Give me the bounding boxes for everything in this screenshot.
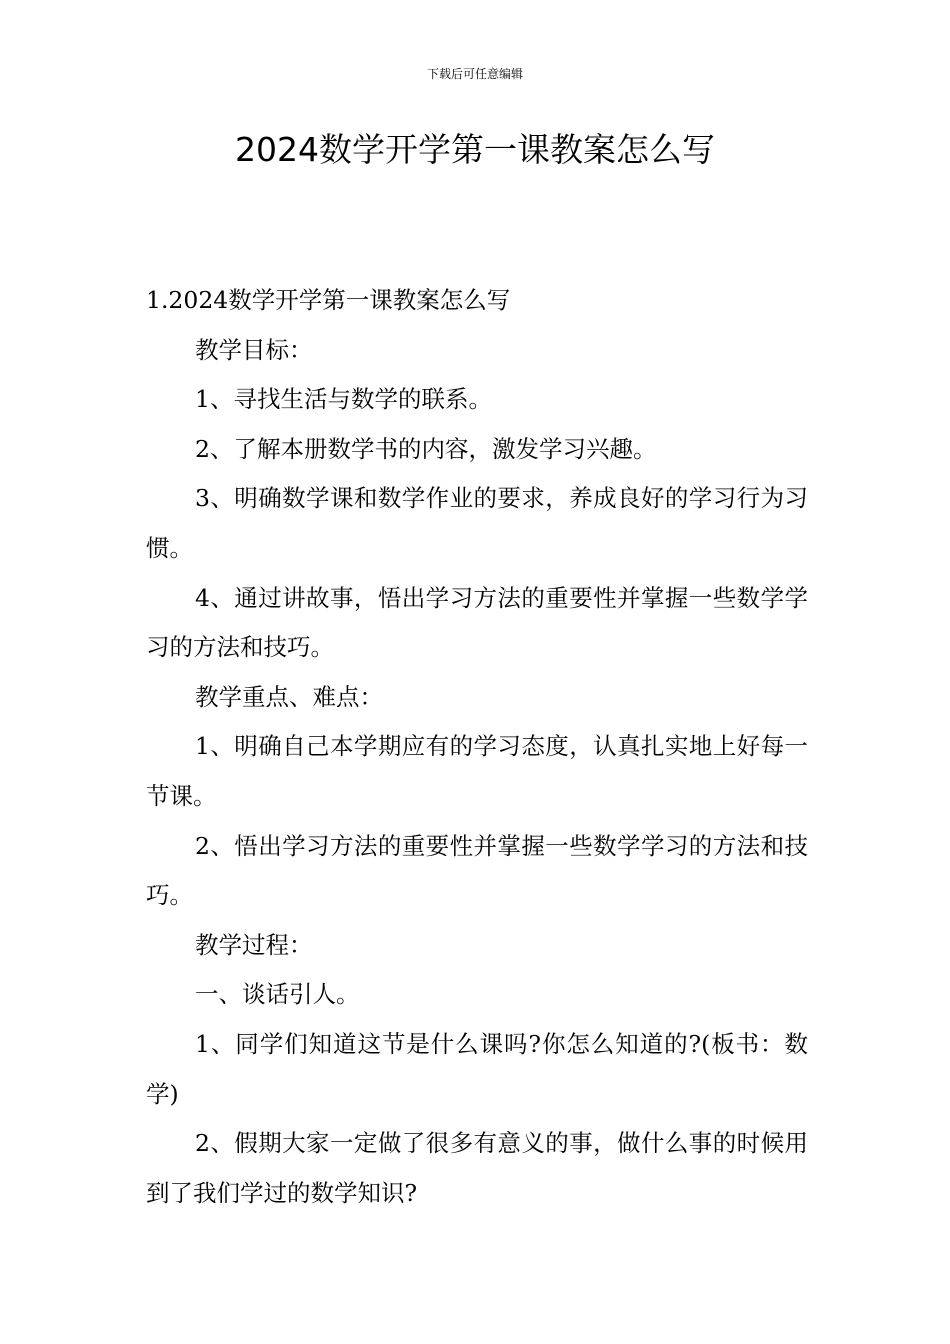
paragraph-goal-4: 4、通过讲故事，悟出学习方法的重要性并掌握一些数学学习的方法和技巧。 <box>146 583 808 662</box>
paragraph-key-points-label: 教学重点、难点： <box>195 682 383 711</box>
paragraph-teaching-goals-label: 教学目标： <box>195 335 313 364</box>
paragraph-step-1: 1、同学们知道这节是什么课吗?你怎么知道的?(板书：数学) <box>146 1029 808 1108</box>
section-heading: 1.2024数学开学第一课教案怎么写 <box>146 286 511 314</box>
document-body <box>146 276 808 1218</box>
paragraph-step-2: 2、假期大家一定做了很多有意义的事，做什么事的时候用到了我们学过的数学知识? <box>146 1129 808 1207</box>
paragraph-goal-2: 2、了解本册数学书的内容，激发学习兴趣。 <box>195 434 657 463</box>
paragraph-key-point-2: 2、悟出学习方法的重要性并掌握一些数学学习的方法和技巧。 <box>146 831 808 910</box>
paragraph-goal-1: 1、寻找生活与数学的联系。 <box>195 385 492 414</box>
paragraph-key-point-1: 1、明确自己本学期应有的学习态度，认真扎实地上好每一节课。 <box>146 732 808 810</box>
paragraph-process-label: 教学过程： <box>195 930 313 959</box>
header-note: 下载后可任意编辑 <box>426 67 523 81</box>
paragraph-goal-3: 3、明确数学课和数学作业的要求，养成良好的学习行为习惯。 <box>146 484 808 562</box>
paragraph-step-heading: 一、谈话引人。 <box>195 980 360 1009</box>
document-title: 2024数学开学第一课教案怎么写 <box>235 130 715 169</box>
